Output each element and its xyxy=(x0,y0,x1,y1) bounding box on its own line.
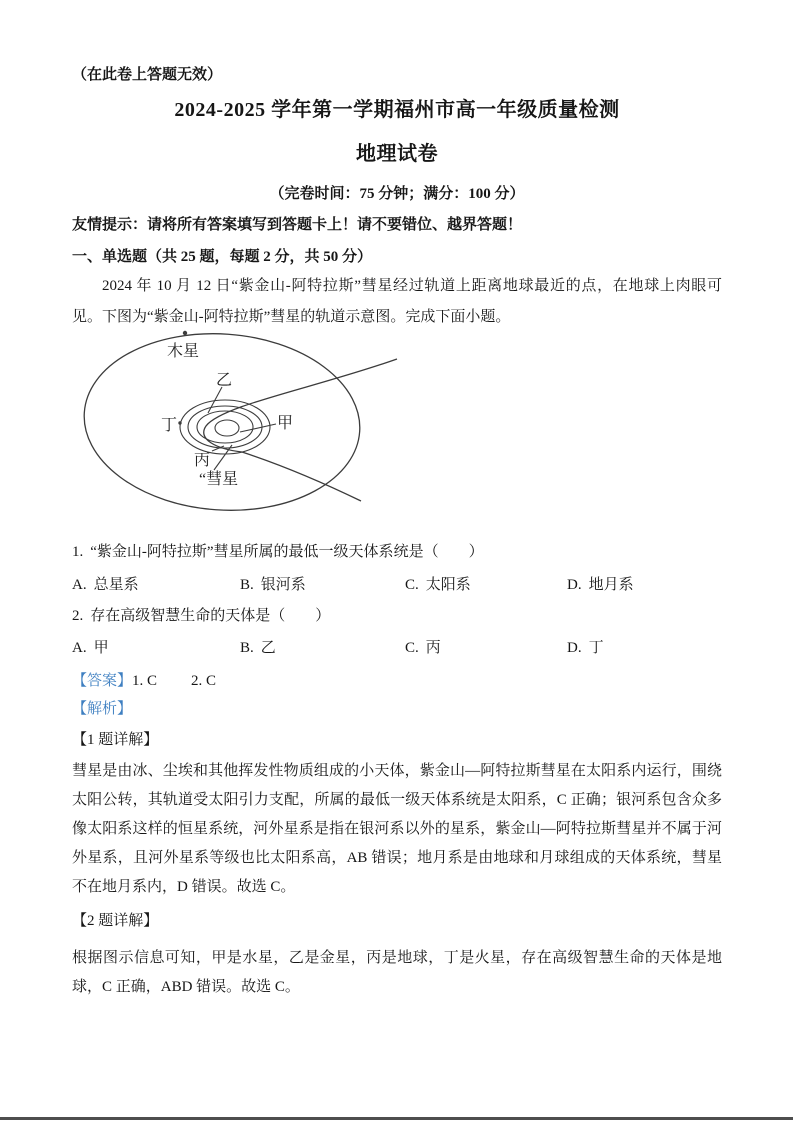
option-2c xyxy=(405,639,441,658)
option-2a xyxy=(72,639,109,658)
exam-info: （完卷时间：75 分钟；满分：100 分） xyxy=(269,186,525,202)
analysis-tag: 【解析】 xyxy=(72,701,133,717)
option-1d xyxy=(567,576,634,595)
label-comet: “彗星 xyxy=(199,471,239,488)
label-bing: 丙 xyxy=(194,452,211,469)
option-1b-label: B. xyxy=(240,577,254,593)
question-2 xyxy=(72,607,722,626)
orbit-diagram-svg xyxy=(72,327,402,519)
option-1c-text: 太阳系 xyxy=(425,577,471,593)
question-1 xyxy=(72,543,722,562)
option-1c-label: C. xyxy=(405,577,419,593)
label-yi: 乙 xyxy=(216,372,233,389)
detail-2-text: 根据图示信息可知，甲是水星，乙是金星，丙是地球，丁是火星，存在高级智慧生命的天体是地球，C 正确，ABD 错误。故选 C。 xyxy=(72,950,722,995)
orbit-ding-mars xyxy=(180,400,270,454)
jia-leader-line xyxy=(240,424,276,432)
question-2-number: 2. xyxy=(72,608,84,624)
answer-item-1: 1. C xyxy=(132,673,158,689)
option-1a-text: 总星系 xyxy=(93,577,139,593)
notice: 友情提示：请将所有答案填写到答题卡上！请不要错位、越界答题！ xyxy=(72,217,523,233)
label-jupiter: 木星 xyxy=(167,343,200,360)
jupiter-orbit-ellipse xyxy=(78,327,366,519)
question-1-stem: “紫金山-阿特拉斯”彗星所属的最低一级天体系统是（ ） xyxy=(90,544,484,560)
page-subtitle: 地理试卷 xyxy=(356,143,438,165)
answer-tag: 【答案】 xyxy=(72,673,133,689)
orbit-bing-earth xyxy=(188,406,262,448)
option-1a xyxy=(72,576,139,595)
option-2c-label: C. xyxy=(405,640,419,656)
option-2a-label: A. xyxy=(72,640,87,656)
question-2-stem: 存在高级智慧生命的天体是（ ） xyxy=(90,608,331,624)
option-2b xyxy=(240,639,276,658)
jupiter-position-dot xyxy=(183,331,187,335)
detail-1-heading: 【1 题详解】 xyxy=(72,732,159,748)
label-ding: 丁 xyxy=(161,417,178,434)
intro-paragraph: 2024 年 10 月 12 日“紫金山-阿特拉斯”彗星经过轨道上距离地球最近的点，在地球上肉眼可见。下图为“紫金山-阿特拉斯”彗星的轨道示意图。完成下面小题。 xyxy=(72,278,722,325)
detail-1-text: 彗星是由冰、尘埃和其他挥发性物质组成的小天体，紫金山—阿特拉斯彗星在太阳系内运行，围绕太阳公转，其轨道受太阳引力支配，所属的最低一级天体系统是太阳系，C 正确；银河系包含众多像太阳系这样的恒星系统，河外星系是指在银河系以外的星系，紫金山—阿特拉斯彗星并不属于河外星系，且河外星系等级也比太阳系高，AB 错误；地月系是由地球和月球组成的天体系统，彗星不在地月系内，D 错误。故选 C。 xyxy=(72,763,722,895)
answer-item-2: 2. C xyxy=(191,673,217,689)
question-1-options xyxy=(72,576,722,595)
option-2b-text: 乙 xyxy=(260,640,276,656)
section-heading: 一、单选题（共 25 题，每题 2 分，共 50 分） xyxy=(72,249,373,265)
answer-line xyxy=(72,672,722,691)
option-1c xyxy=(405,576,471,595)
orbit-jia-mercury xyxy=(215,420,239,436)
detail-2-heading: 【2 题详解】 xyxy=(72,913,159,929)
option-2a-text: 甲 xyxy=(93,640,109,656)
option-2d-text: 丁 xyxy=(588,640,604,656)
orbit-diagram xyxy=(72,327,402,519)
option-2d xyxy=(567,639,604,658)
option-1d-label: D. xyxy=(567,577,582,593)
option-1b xyxy=(240,576,306,595)
option-1d-text: 地月系 xyxy=(588,577,634,593)
option-2c-text: 丙 xyxy=(425,640,441,656)
question-1-number: 1. xyxy=(72,544,84,560)
page-title: 2024-2025 学年第一学期福州市高一年级质量检测 xyxy=(174,99,620,121)
ding-position-dot xyxy=(178,421,181,424)
option-2d-label: D. xyxy=(567,640,582,656)
question-2-options xyxy=(72,639,722,658)
label-jia: 甲 xyxy=(277,415,294,432)
option-2b-label: B. xyxy=(240,640,254,656)
option-1a-label: A. xyxy=(72,577,87,593)
page-bottom-border xyxy=(0,1117,793,1120)
top-note: （在此卷上答题无效） xyxy=(72,67,223,83)
option-1b-text: 银河系 xyxy=(260,577,306,593)
